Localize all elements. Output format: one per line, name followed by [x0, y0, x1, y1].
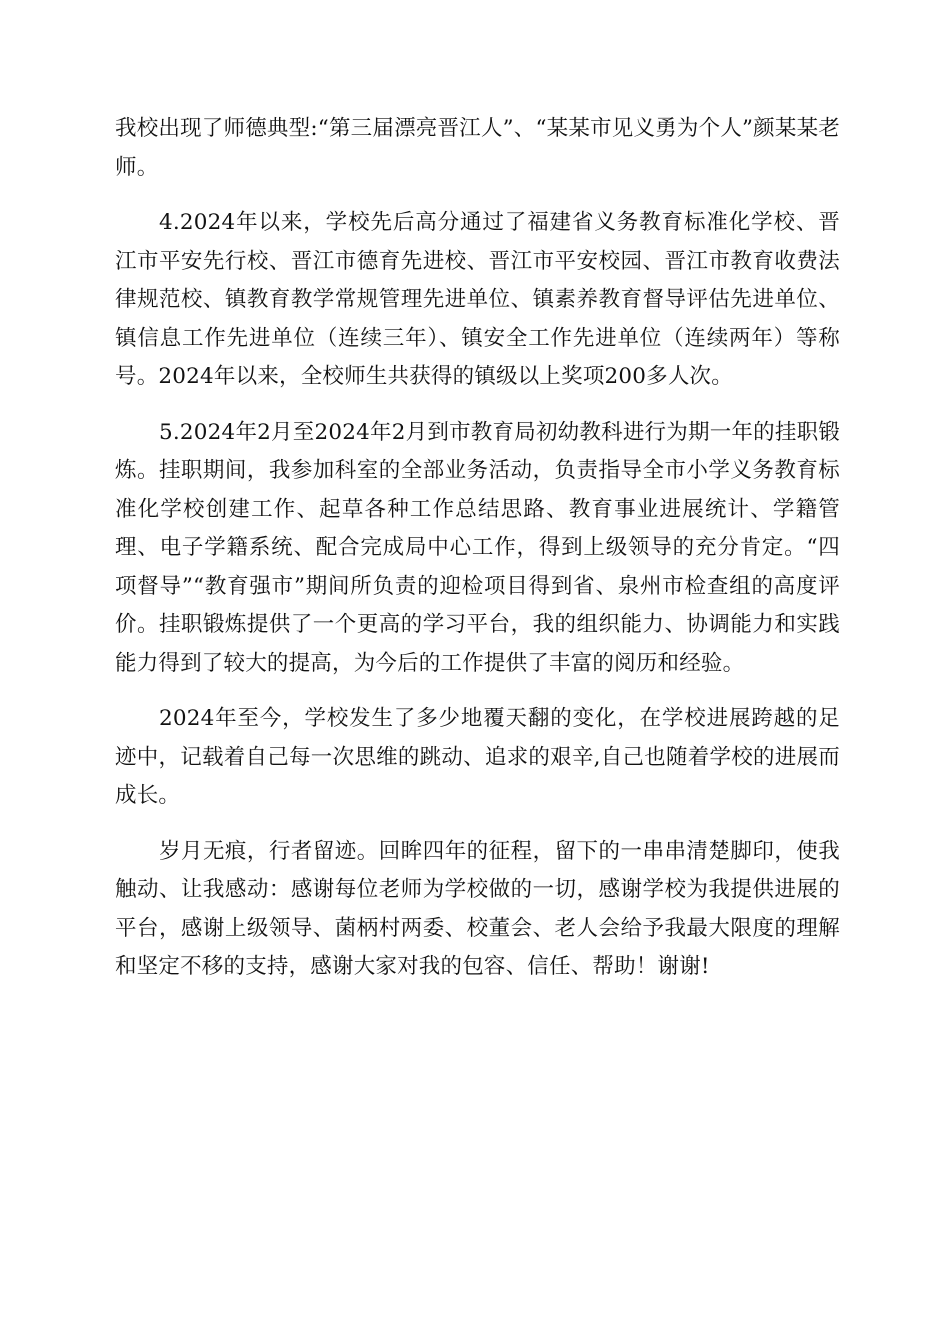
paragraph-item-5: 5.2024年2月至2024年2月到市教育局初幼教科进行为期一年的挂职锻炼。挂职期间，我参加科室的全部业务活动，负责指导全市小学义务教育标准化学校创建工作、起草各种工作总结思路、教育事业进展统计、学籍管理、电子学籍系统、配合完成局中心工作，得到上级领导的充分肯定。“四项督导”“教育强市”期间所负责的迎检项目得到省、泉州市检查组的高度评价。挂职锻炼提供了一个更高的学习平台，我的组织能力、协调能力和实践能力得到了较大的提高，为今后的工作提供了丰富的阅历和经验。 [115, 419, 840, 676]
paragraph-growth: 2024年至今，学校发生了多少地覆天翻的变化，在学校进展跨越的足迹中，记载着自己每一次思维的跳动、追求的艰辛,自己也随着学校的进展而成长。 [115, 706, 840, 808]
paragraph-continuation: 我校出现了师德典型:“第三届漂亮晋江人”、“某某市见义勇为个人”颜某某老师。 [115, 116, 840, 180]
paragraph-thanks: 岁月无痕，行者留迹。回眸四年的征程，留下的一串串清楚脚印，使我触动、让我感动：感谢每位老师为学校做的一切，感谢学校为我提供进展的平台，感谢上级领导、菌柄村两委、校董会、老人会给予我最大限度的理解和坚定不移的支持，感谢大家对我的包容、信任、帮助！谢谢! [115, 838, 840, 979]
paragraph-item-4: 4.2024年以来，学校先后高分通过了福建省义务教育标准化学校、晋江市平安先行校、晋江市德育先进校、晋江市平安校园、晋江市教育收费法律规范校、镇教育教学常规管理先进单位、镇素养教育督导评估先进单位、镇信息工作先进单位（连续三年）、镇安全工作先进单位（连续两年）等称号。2024年以来，全校师生共获得的镇级以上奖项200多人次。 [115, 210, 840, 389]
